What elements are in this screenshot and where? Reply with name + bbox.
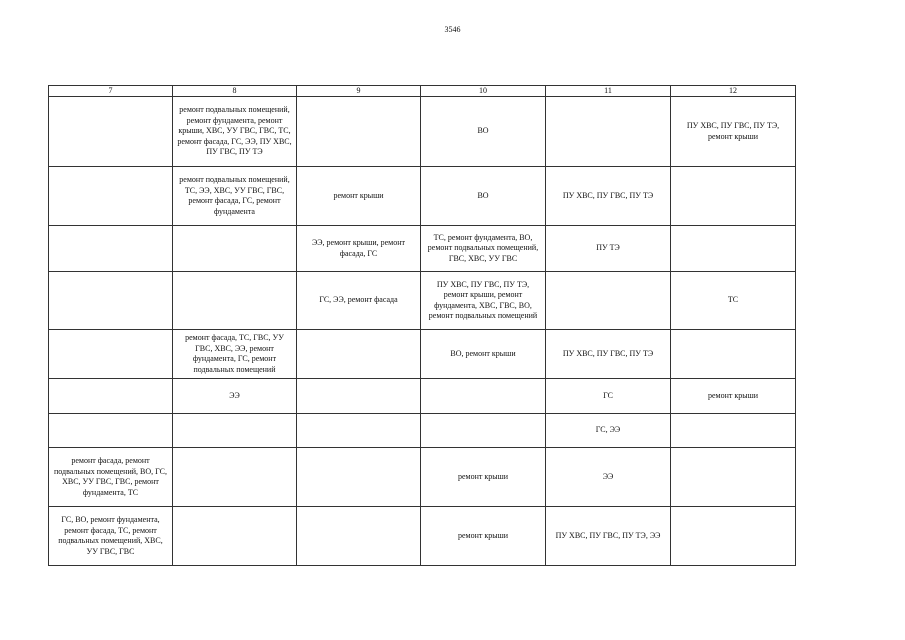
table-cell: [297, 448, 421, 507]
table-cell: [546, 272, 671, 330]
table-cell: ремонт крыши: [421, 448, 546, 507]
table-cell: [49, 97, 173, 167]
table-row: [49, 507, 796, 566]
table-cell: [671, 167, 796, 226]
table-cell: [297, 379, 421, 414]
table-cell: ГС, ЭЭ: [546, 414, 671, 448]
table-row: [49, 97, 796, 167]
table-row: [49, 167, 796, 226]
table-cell: [173, 507, 297, 566]
table-cell: [173, 226, 297, 272]
table-row: [49, 414, 796, 448]
header-row: [49, 86, 796, 97]
table-cell: [173, 448, 297, 507]
table-cell: ВО: [421, 167, 546, 226]
table-cell: [546, 97, 671, 167]
table-row: [49, 272, 796, 330]
table-cell: ПУ ТЭ: [546, 226, 671, 272]
table-cell: ГС, ВО, ремонт фундамента, ремонт фасада, ТС, ремонт подвальных помещений, ХВС, УУ ГВС, ГВС: [49, 507, 173, 566]
table-cell: ВО: [421, 97, 546, 167]
table-cell: [671, 507, 796, 566]
table-cell: [671, 226, 796, 272]
table-row: [49, 226, 796, 272]
table-cell: ремонт фасада, ремонт подвальных помещений, ВО, ГС, ХВС, УУ ГВС, ГВС, ремонт фундамента, ТС: [49, 448, 173, 507]
table-cell: [421, 379, 546, 414]
table-cell: ПУ ХВС, ПУ ГВС, ПУ ТЭ: [546, 167, 671, 226]
table-cell: ЭЭ: [173, 379, 297, 414]
table-cell: [297, 507, 421, 566]
table-cell: ТС, ремонт фундамента, ВО, ремонт подвальных помещений, ГВС, ХВС, УУ ГВС: [421, 226, 546, 272]
table-cell: [173, 414, 297, 448]
table-cell: [297, 414, 421, 448]
table-row: [49, 379, 796, 414]
table-cell: [421, 414, 546, 448]
table-cell: [671, 448, 796, 507]
table-row: [49, 448, 796, 507]
table-cell: [49, 330, 173, 379]
table-cell: ремонт подвальных помещений, ремонт фундамента, ремонт крыши, ХВС, УУ ГВС, ГВС, ТС, ремонт фасада, ГС, ЭЭ, ПУ ХВС, ПУ ГВС, ПУ ТЭ: [173, 97, 297, 167]
table-cell: [671, 414, 796, 448]
table-cell: ремонт фасада, ТС, ГВС, УУ ГВС, ХВС, ЭЭ, ремонт фундамента, ГС, ремонт подвальных помещений: [173, 330, 297, 379]
table-cell: [49, 379, 173, 414]
column-header: 8: [173, 86, 297, 97]
table-cell: ремонт подвальных помещений, ТС, ЭЭ, ХВС, УУ ГВС, ГВС, ремонт фасада, ГС, ремонт фундамента: [173, 167, 297, 226]
table-cell: [49, 272, 173, 330]
table-cell: [49, 414, 173, 448]
table-cell: ПУ ХВС, ПУ ГВС, ПУ ТЭ: [546, 330, 671, 379]
table-cell: [297, 330, 421, 379]
column-header: 12: [671, 86, 796, 97]
table-cell: [297, 97, 421, 167]
column-header: 9: [297, 86, 421, 97]
column-header: 10: [421, 86, 546, 97]
column-header: 11: [546, 86, 671, 97]
table-cell: ремонт крыши: [671, 379, 796, 414]
table-cell: ЭЭ: [546, 448, 671, 507]
table-cell: ГС, ЭЭ, ремонт фасада: [297, 272, 421, 330]
page-number: 3546: [444, 25, 461, 34]
table-cell: ПУ ХВС, ПУ ГВС, ПУ ТЭ, ЭЭ: [546, 507, 671, 566]
table-cell: ГС: [546, 379, 671, 414]
table-cell: ВО, ремонт крыши: [421, 330, 546, 379]
table-row: [49, 330, 796, 379]
table-cell: ремонт крыши: [297, 167, 421, 226]
table-cell: ремонт крыши: [421, 507, 546, 566]
table-cell: ПУ ХВС, ПУ ГВС, ПУ ТЭ, ремонт крыши: [671, 97, 796, 167]
table-cell: ПУ ХВС, ПУ ГВС, ПУ ТЭ, ремонт крыши, ремонт фундамента, ХВС, ГВС, ВО, ремонт подвальных помещений: [421, 272, 546, 330]
table-cell: ЭЭ, ремонт крыши, ремонт фасада, ГС: [297, 226, 421, 272]
table-cell: [49, 226, 173, 272]
repair-schedule-table: [48, 85, 796, 566]
table-cell: [671, 330, 796, 379]
table-cell: [173, 272, 297, 330]
column-header: 7: [49, 86, 173, 97]
table-cell: [49, 167, 173, 226]
table-cell: ТС: [671, 272, 796, 330]
